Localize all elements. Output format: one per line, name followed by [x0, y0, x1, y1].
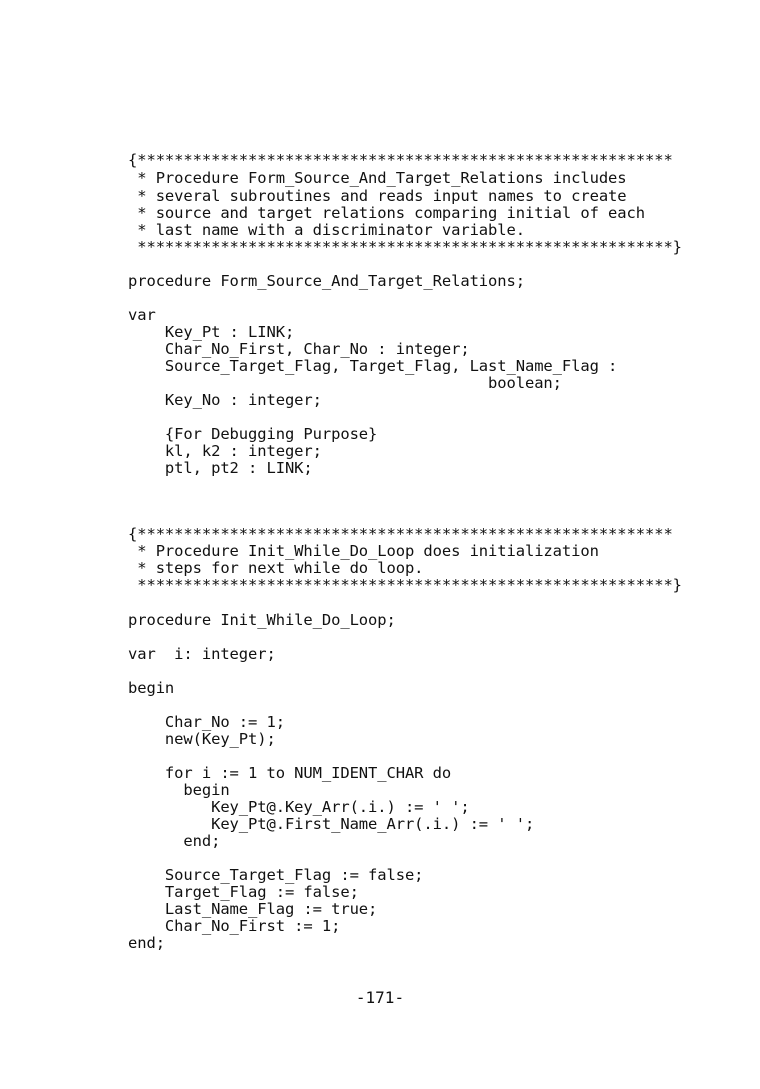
code-line: Source_Target_Flag := false;	[128, 866, 424, 884]
comment-border-bottom: **********************************************************}	[128, 576, 682, 594]
code-line: ptl, pt2 : LINK;	[128, 459, 313, 477]
comment-line: * steps for next while do loop.	[128, 559, 424, 577]
code-line: Char_No := 1;	[128, 713, 285, 731]
code-line: new(Key_Pt);	[128, 730, 276, 748]
code-line: Last_Name_Flag := true;	[128, 900, 378, 918]
end-keyword: end;	[128, 934, 165, 952]
code-line: Key_No : integer;	[128, 391, 322, 409]
comment-line: * several subroutines and reads input names to create	[128, 187, 627, 205]
code-line: Key_Pt : LINK;	[128, 323, 295, 341]
code-line: Char_No_First, Char_No : integer;	[128, 340, 470, 358]
code-line: Char_No_First := 1;	[128, 917, 341, 935]
code-line: Key_Pt@.Key_Arr(.i.) := ' ';	[128, 798, 470, 816]
procedure-declaration: procedure Form_Source_And_Target_Relations;	[128, 272, 525, 290]
var-declaration: var i: integer;	[128, 645, 276, 663]
comment-line: * source and target relations comparing initial of each	[128, 204, 645, 222]
comment-border-top: {**********************************************************	[128, 151, 673, 169]
code-line: Source_Target_Flag, Target_Flag, Last_Name_Flag :	[128, 357, 618, 375]
comment-line: {For Debugging Purpose}	[128, 425, 378, 443]
procedure-declaration: procedure Init_While_Do_Loop;	[128, 611, 396, 629]
comment-line: * Procedure Form_Source_And_Target_Relations includes	[128, 169, 627, 187]
code-line: Key_Pt@.First_Name_Arr(.i.) := ' ';	[128, 815, 535, 833]
var-keyword: var	[128, 306, 156, 324]
code-line: boolean;	[128, 374, 562, 392]
code-line: kl, k2 : integer;	[128, 442, 322, 460]
code-line: for i := 1 to NUM_IDENT_CHAR do	[128, 764, 452, 782]
comment-line: * Procedure Init_While_Do_Loop does initialization	[128, 542, 599, 560]
code-line: begin	[128, 781, 230, 799]
comment-line: * last name with a discriminator variable.	[128, 221, 525, 239]
page-number: -171-	[355, 988, 405, 1007]
code-line: end;	[128, 832, 221, 850]
begin-keyword: begin	[128, 679, 175, 697]
comment-border-top: {**********************************************************	[128, 525, 673, 543]
comment-border-bottom: **********************************************************}	[128, 238, 682, 256]
code-line: Target_Flag := false;	[128, 883, 359, 901]
